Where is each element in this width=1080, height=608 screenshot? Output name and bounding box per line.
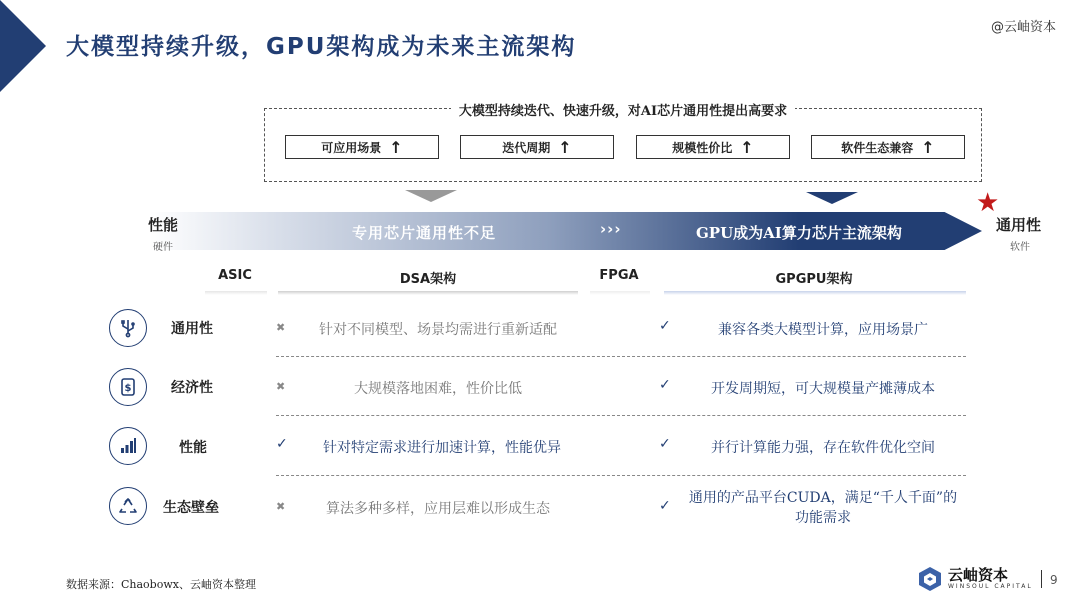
- up-arrow-icon: ↑: [389, 137, 403, 157]
- dsa-description: 算法多种多样，应用层难以形成生态: [326, 501, 550, 517]
- watermark: @云岫资本: [990, 20, 1056, 35]
- requirement-item-ecosystem: 软件生态兼容 ↑: [811, 135, 965, 159]
- dsa-description: 针对不同模型、场景均需进行重新适配: [319, 322, 557, 338]
- chevrons-icon: ›››: [600, 220, 622, 238]
- column-bar-dsa: [278, 291, 578, 295]
- column-header-dsa: DSA架构: [399, 272, 457, 287]
- logo-subtext: WINSOUL CAPITAL: [948, 583, 1033, 590]
- requirement-item-cost-performance: 规模性价比 ↑: [636, 135, 790, 159]
- band-right-label: 通用性: [996, 216, 1042, 234]
- recycle-icon: [109, 487, 147, 525]
- check-icon: ✓: [276, 436, 288, 452]
- requirements-title: 大模型持续迭代、快速升级，对AI芯片通用性提出高要求: [264, 100, 982, 119]
- row-divider: [276, 475, 966, 476]
- up-arrow-icon: ↑: [921, 137, 935, 157]
- row-divider: [276, 356, 966, 357]
- check-icon: ✓: [659, 318, 671, 334]
- check-icon: ✓: [659, 377, 671, 393]
- company-logo: [918, 566, 1042, 592]
- column-header-gpgpu: GPGPU架构: [775, 272, 853, 287]
- row-label: 经济性: [171, 380, 213, 396]
- column-header-asic: ASIC: [218, 268, 252, 283]
- cross-icon: ✖: [276, 321, 286, 334]
- bar-chart-icon: [109, 427, 147, 465]
- row-label: 性能: [179, 440, 207, 456]
- band-middle-text: 专用芯片通用性不足: [352, 224, 497, 242]
- cross-icon: ✖: [276, 380, 286, 393]
- dollar-icon: [109, 368, 147, 406]
- band-right-text: GPU成为AI算力芯片主流架构: [696, 224, 902, 242]
- row-label: 生态壁垒: [163, 500, 219, 516]
- usb-icon: [109, 309, 147, 347]
- column-bar-asic: [205, 291, 267, 295]
- gpgpu-description: 并行计算能力强，存在软件优化空间: [711, 440, 935, 456]
- band-left-label: 性能: [148, 216, 179, 234]
- logo-divider: [1041, 570, 1042, 588]
- band-left-sublabel: 硬件: [153, 242, 173, 253]
- title-accent-triangle: [0, 0, 46, 92]
- gpgpu-description: 通用的产品平台CUDA，满足“千人千面”的功能需求: [688, 490, 958, 526]
- column-bar-gpgpu: [664, 291, 966, 295]
- logo-mark-icon: [918, 566, 942, 592]
- row-label: 通用性: [171, 321, 213, 337]
- gpgpu-description: 兼容各类大模型计算，应用场景广: [718, 322, 928, 338]
- down-triangle-navy-icon: [806, 192, 858, 204]
- up-arrow-icon: ↑: [740, 137, 754, 157]
- band-right-sublabel: 软件: [1010, 242, 1030, 253]
- row-divider: [276, 415, 966, 416]
- dsa-description: 大规模落地困难，性价比低: [354, 381, 522, 397]
- dsa-description: 针对特定需求进行加速计算，性能优异: [323, 440, 561, 456]
- up-arrow-icon: ↑: [558, 137, 572, 157]
- column-header-fpga: FPGA: [599, 268, 639, 283]
- page-title: 大模型持续升级，GPU架构成为未来主流架构: [66, 34, 577, 60]
- check-icon: ✓: [659, 498, 671, 514]
- data-source-note: 数据来源：Chaobowx、云岫资本整理: [66, 578, 256, 591]
- requirement-item-iteration: 迭代周期 ↑: [460, 135, 614, 159]
- page-number: 9: [1050, 573, 1058, 587]
- svg-text:$: $: [124, 383, 132, 394]
- check-icon: ✓: [659, 436, 671, 452]
- star-icon: ★: [976, 188, 1000, 218]
- down-triangle-grey-icon: [405, 190, 457, 202]
- column-bar-fpga: [590, 291, 650, 295]
- gpgpu-description: 开发周期短，可大规模量产摊薄成本: [711, 381, 935, 397]
- requirement-item-scenarios: 可应用场景 ↑: [285, 135, 439, 159]
- logo-text: 云岫资本: [948, 566, 1009, 584]
- cross-icon: ✖: [276, 500, 286, 513]
